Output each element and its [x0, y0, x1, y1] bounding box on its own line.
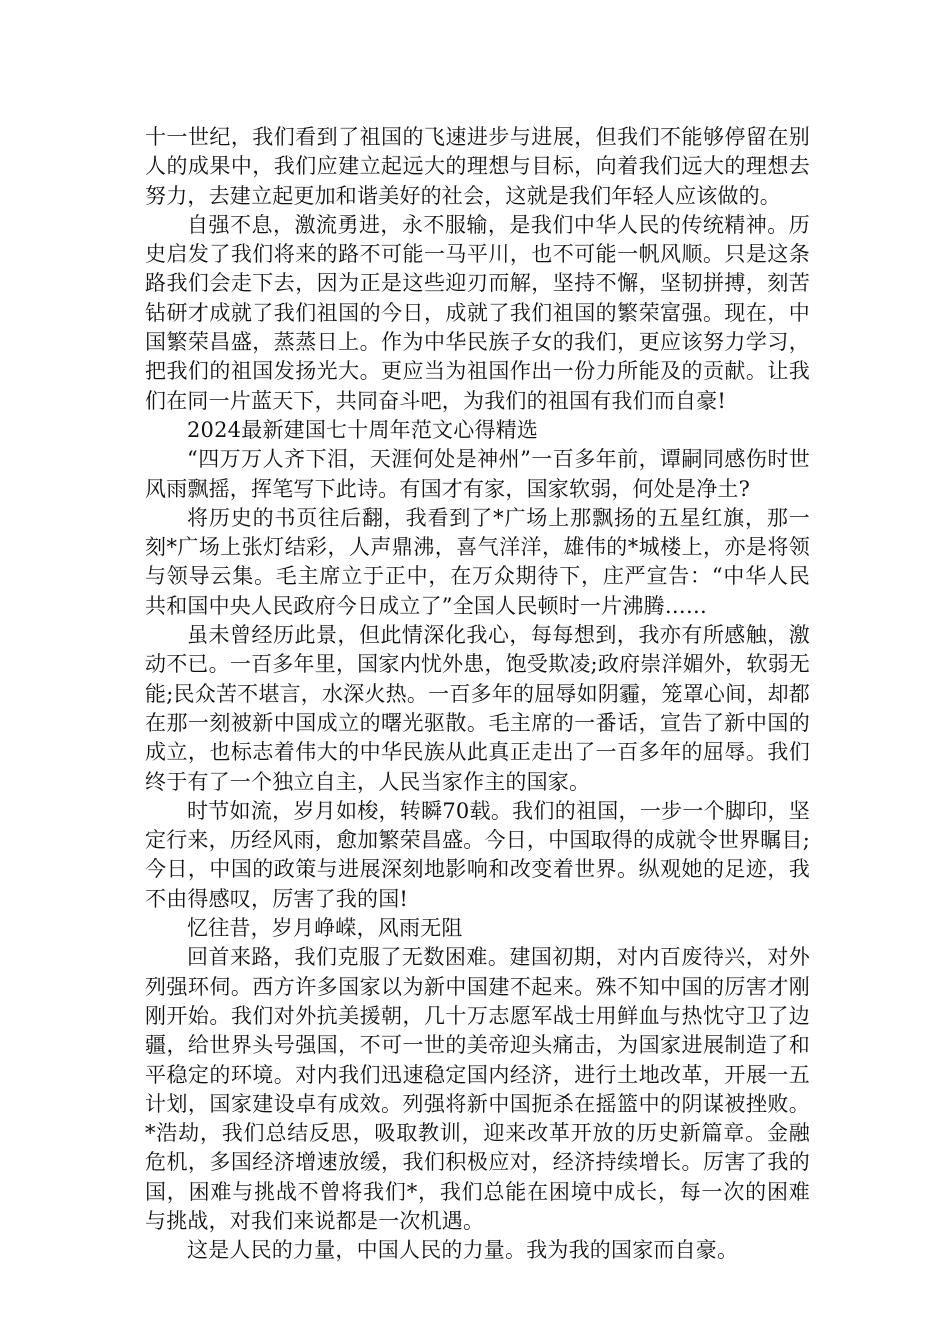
paragraph-8: 这是人民的力量，中国人民的力量。我为我的国家而自豪。 [187, 1238, 739, 1263]
paragraph-5: 虽未曾经历此景，但此情深化我心，每每想到，我亦有所感触，激动不已。一百多年里，国家内忧外患，饱受欺凌;政府崇洋媚外，软弱无能;民众苦不堪言，水深火热。一百多年的屈辱如阴霾，笼罩心间，却都在那一刻被新中国成立的曙光驱散。毛主席的一番话，宣告了新中国的成立，也标志着伟大的中华民族从此真正走出了一百多年的屈辱。我们终于有了一个独立自主，人民当家作主的国家。 [145, 623, 810, 794]
paragraph-7: 回首来路，我们克服了无数困难。建国初期，对内百废待兴，对外列强环伺。西方许多国家以为新中国建不起来。殊不知中国的厉害才刚刚开始。我们对外抗美援朝，几十万志愿军战士用鲜血与热忱守卫了边疆，给世界头号强国，不可一世的美帝迎头痛击，为国家进展制造了和平稳定的环境。对内我们迅速稳定国内经济，进行土地改革，开展一五计划，国家建设卓有成效。列强将新中国扼杀在摇篮中的阴谋被挫败。*浩劫，我们总结反思，吸取教训，迎来改革开放的历史新篇章。金融危机，多国经济增速放缓，我们积极应对，经济持续增长。厉害了我的国，困难与挑战不曾将我们*，我们总能在困境中成长，每一次的困难与挑战，对我们来说都是一次机遇。 [145, 945, 810, 1233]
paragraph-3: “四万万人齐下泪，天涯何处是神州”一百多年前，谭嗣同感伤时世风雨飘摇，挥笔写下此诗。有国才有家，国家软弱，何处是净土? [145, 447, 810, 501]
document-body [145, 123, 810, 1266]
paragraph-1: 十一世纪，我们看到了祖国的飞速进步与进展，但我们不能够停留在别人的成果中，我们应建立起远大的理想与目标，向着我们远大的理想去努力，去建立起更加和谐美好的社会，这就是我们年轻人应该做的。 [145, 125, 810, 208]
paragraph-6: 时节如流，岁月如梭，转瞬70载。我们的祖国，一步一个脚印，坚定行来，历经风雨，愈加繁荣昌盛。今日，中国取得的成就令世界瞩目;今日，中国的政策与进展深刻地影响和改变着世界。纵观她的足迹，我不由得感叹，厉害了我的国! [145, 798, 810, 911]
paragraph-2: 自强不息，激流勇进，永不服输，是我们中华人民的传统精神。历史启发了我们将来的路不可能一马平川，也不可能一帆风顺。只是这条路我们会走下去，因为正是这些迎刃而解，坚持不懈，坚韧拼搏，刻苦钻研才成就了我们祖国的今日，成就了我们祖国的繁荣富强。现在，中国繁荣昌盛，蒸蒸日上。作为中华民族子女的我们，更应该努力学习，把我们的祖国发扬光大。更应当为祖国作出一份力所能及的贡献。让我们在同一片蓝天下，共同奋斗吧，为我们的祖国有我们而自豪! [145, 212, 810, 413]
paragraph-4: 将历史的书页往后翻，我看到了*广场上那飘扬的五星红旗，那一刻*广场上张灯结彩，人声鼎沸，喜气洋洋，雄伟的*城楼上，亦是将领与领导云集。毛主席立于正中，在万众期待下，庄严宣告：“中华人民共和国中央人民政府今日成立了”全国人民顿时一片沸腾…… [145, 505, 810, 618]
subheading: 忆往昔，岁月峥嵘，风雨无阻 [187, 916, 463, 941]
section-title: 2024最新建国七十周年范文心得精选 [187, 417, 539, 442]
